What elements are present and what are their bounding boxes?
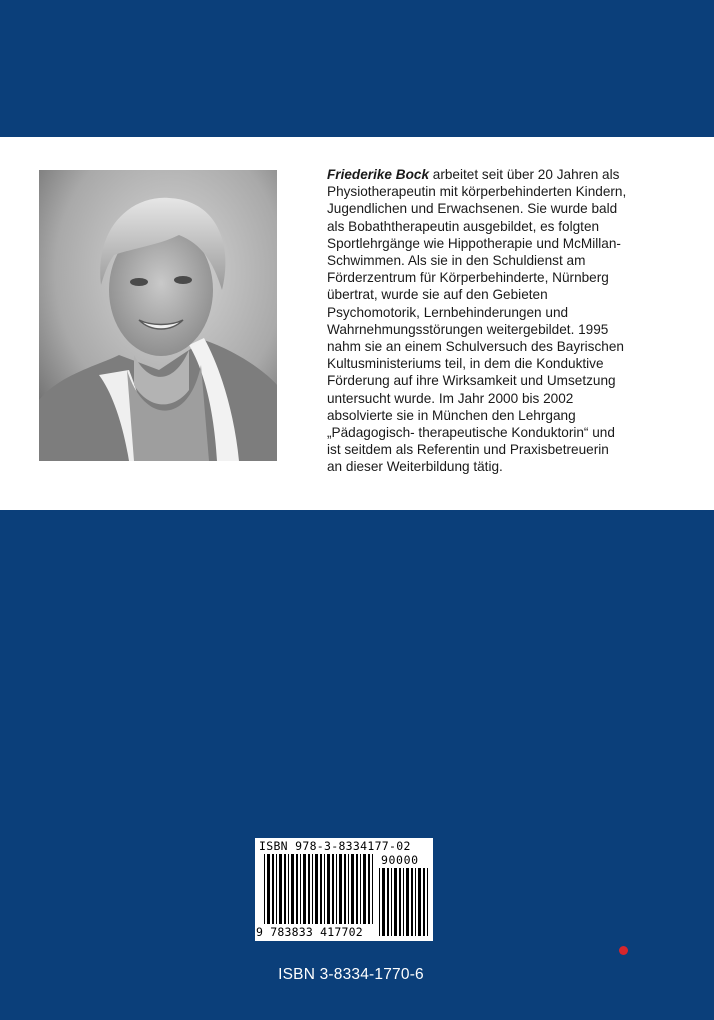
- isbn-bottom-text: ISBN 3-8334-1770-6: [278, 966, 424, 983]
- barcode-addon-digits: 90000: [381, 853, 419, 867]
- author-photo: [39, 170, 277, 461]
- author-band: [0, 137, 714, 510]
- bottom-blue-band: [0, 510, 714, 1020]
- author-bio-text: arbeitet seit über 20 Jahren als Physiotherapeutin mit körperbehinderten Kindern, Jugendlichen und Erwachsenen. Sie wurde bald als Bobaththerapeutin ausgebildet, es folgten Sportlehrgänge wie Hippotherapie und McMillan-Schwimmen. Als sie in den Schuldienst am Förderzentrum für Körperbehinderte, Nürnberg übertrat, wurde sie auf den Gebieten Psychomotorik, Lernbehinderungen und Wahrnehmungsstörungen weitergebildet. 1995 nahm sie an einem Schulversuch des Bayrischen Kultusministeriums teil, in dem die Konduktive Förderung auf ihre Wirksamkeit und Umsetzung untersucht wurde. Im Jahr 2000 bis 2002 absolvierte sie in München den Lehrgang „Pädagogisch- therapeutische Konduktorin“ und ist seitdem als Referentin und Praxisbetreuerin an dieser Weiterbildung tätig.: [327, 167, 627, 475]
- author-name: Friederike Bock: [327, 167, 429, 182]
- barcode-ean-digits: 9 783833 417702: [256, 925, 363, 939]
- isbn-barcode: [255, 838, 433, 941]
- author-bio: [327, 166, 627, 476]
- red-dot-marker: [619, 946, 628, 955]
- top-blue-band: [0, 0, 714, 137]
- barcode-isbn-line: ISBN 978-3-8334177-02: [259, 839, 411, 853]
